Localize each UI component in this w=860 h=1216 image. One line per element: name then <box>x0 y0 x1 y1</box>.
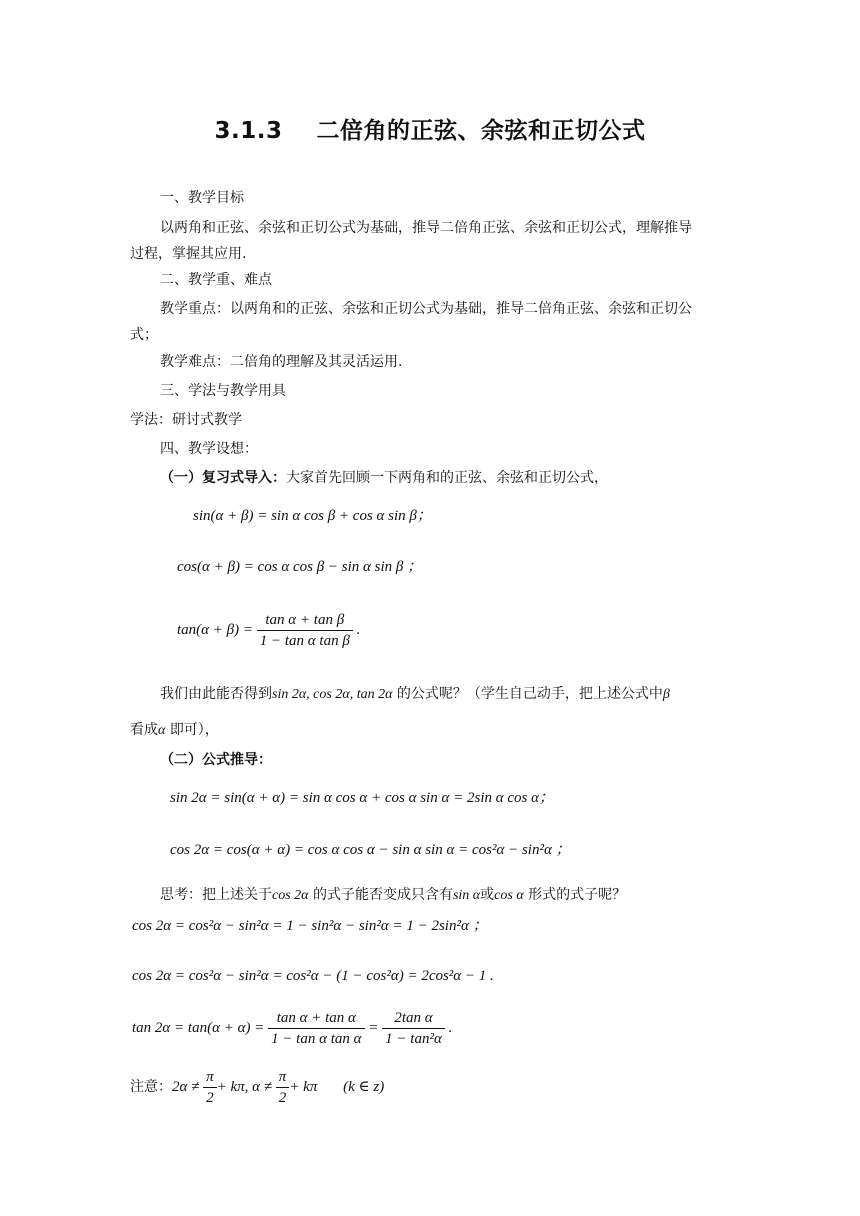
page-title: 3.1.3 二倍角的正弦、余弦和正切公式 <box>214 118 646 144</box>
tan-2a-fraction-2 <box>382 1008 445 1049</box>
beta-symbol: β <box>662 687 670 702</box>
formula-cos-2a-variant-2: cos 2α = cos²α − sin²α = cos²α − (1 − cos²α) = 2cos²α − 1 . <box>132 968 494 984</box>
section-1-body-line-1: 以两角和正弦、余弦和正切公式为基础，推导二倍角正弦、余弦和正切公式，理解推导 <box>160 220 692 236</box>
section-3-heading: 三、学法与教学用具 <box>160 383 286 399</box>
formula-cos-2a-variant-1: cos 2α = cos²α − sin²α = 1 − sin²α − sin²α = 1 − 2sin²α ； <box>132 918 488 934</box>
note-label: 注意： <box>130 1078 172 1095</box>
section-1-body-line-2: 过程，掌握其应用. <box>130 246 247 262</box>
tan-2a-equals: = <box>368 1019 379 1036</box>
question-line-1 <box>160 684 670 705</box>
formula-tan-sum <box>177 610 360 651</box>
section-4-heading: 四、教学设想： <box>160 441 258 457</box>
note-fraction-2-denominator: 2 <box>278 1090 287 1106</box>
section-2-key-point-line-1: 教学重点：以两角和的正弦、余弦和正切公式为基础，推导二倍角正弦、余弦和正切公 <box>160 301 692 317</box>
think-post: 形式的式子呢？ <box>528 887 627 903</box>
question-pre: 我们由此能否得到 <box>160 686 272 702</box>
part-1-label: （一）复习式导入： <box>160 470 286 486</box>
note-fraction-1-denominator: 2 <box>206 1090 214 1106</box>
tan-2a-fraction-1 <box>268 1008 364 1049</box>
question-line2-pre: 看成 <box>130 722 158 738</box>
question-line2-post: 即可）， <box>169 722 219 738</box>
note-fraction-2-numerator: π <box>276 1067 290 1088</box>
part-1-line <box>160 468 608 488</box>
note-fraction-1 <box>203 1067 217 1108</box>
think-cos-a: cos α <box>494 888 524 903</box>
note-fraction-2 <box>276 1067 290 1108</box>
tan-sum-denominator: 1 − tan α tan β <box>259 633 350 649</box>
think-mid-2: 或 <box>480 887 495 903</box>
double-angle-list: sin 2α, cos 2α, tan 2α <box>272 687 393 702</box>
think-sin-a: sin α <box>452 888 481 903</box>
question-mid: 的公式呢？（学生自己动手，把上述公式中 <box>396 686 663 702</box>
part-1-text: 大家首先回顾一下两角和的正弦、余弦和正切公式， <box>286 470 608 486</box>
tan-sum-lhs: tan(α + β) = <box>177 621 253 638</box>
section-2-heading: 二、教学重、难点 <box>160 272 272 288</box>
formula-sin-sum: sin(α + β) = sin α cos β + cos α sin β； <box>193 508 432 524</box>
part-2-label: （二）公式推导： <box>160 752 272 768</box>
formula-sin-2a: sin 2α = sin(α + α) = sin α cos α + cos α sin α = 2sin α cos α； <box>170 790 554 806</box>
section-2-difficulty: 教学难点：二倍角的理解及其灵活运用. <box>160 354 403 370</box>
note-fraction-1-numerator: π <box>203 1067 217 1088</box>
note-part-b: + kπ, α ≠ <box>216 1078 273 1095</box>
alpha-symbol: α <box>158 723 166 738</box>
note-part-d: (k ∈ z) <box>343 1078 385 1095</box>
section-1-heading: 一、教学目标 <box>160 190 244 206</box>
formula-cos-2a: cos 2α = cos(α + α) = cos α cos α − sin α sin α = cos²α − sin²α ； <box>170 842 571 858</box>
tan-2a-lhs: tan 2α = tan(α + α) = <box>132 1019 265 1036</box>
tan-sum-fraction <box>257 610 353 651</box>
think-pre: 思考：把上述关于 <box>160 887 272 903</box>
tan-2a-denominator-1: 1 − tan α tan α <box>271 1031 362 1047</box>
think-line <box>160 885 626 906</box>
note-part-a: 2α ≠ <box>172 1078 200 1095</box>
tan-sum-numerator: tan α + tan β <box>257 610 353 631</box>
tan-2a-numerator-1: tan α + tan α <box>268 1008 364 1029</box>
tan-sum-end: . <box>356 621 361 638</box>
tan-2a-numerator-2: 2tan α <box>382 1008 445 1029</box>
question-line-2 <box>130 720 219 741</box>
formula-cos-sum: cos(α + β) = cos α cos β − sin α sin β ； <box>177 559 423 575</box>
formula-tan-2a <box>132 1008 452 1049</box>
tan-2a-denominator-2: 1 − tan²α <box>385 1031 442 1047</box>
note-line <box>130 1067 384 1108</box>
note-part-c: + kπ <box>289 1078 318 1095</box>
tan-2a-end: . <box>448 1019 453 1036</box>
think-mid-1: 的式子能否变成只含有 <box>312 887 453 903</box>
section-2-key-point-line-2: 式； <box>130 327 158 343</box>
section-3-method: 学法：研讨式教学 <box>130 412 242 428</box>
think-cos2a: cos 2α <box>272 888 309 903</box>
